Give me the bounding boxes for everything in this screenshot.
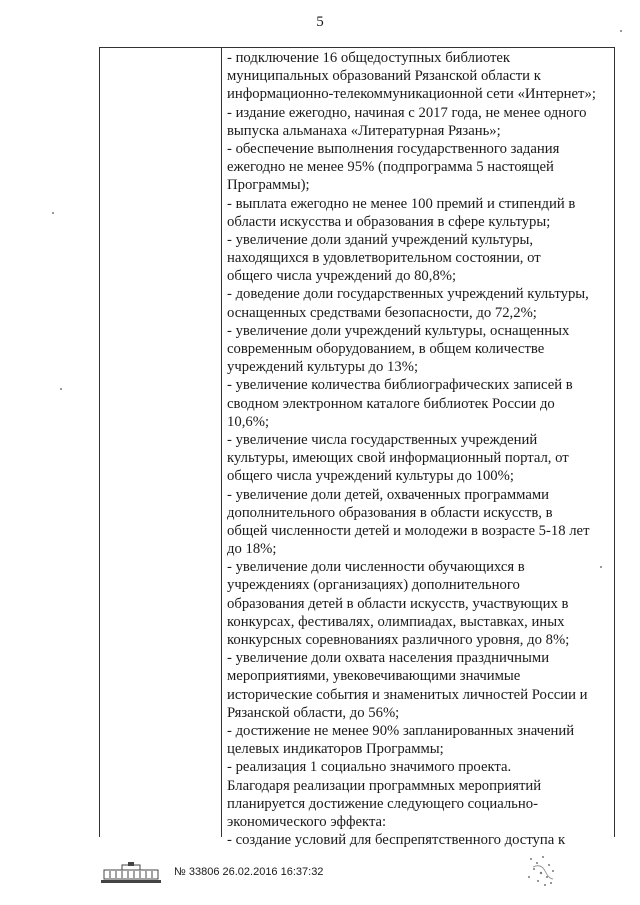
scan-speck bbox=[620, 30, 622, 32]
content-line: учреждений культуры до 13%; bbox=[227, 359, 419, 376]
content-line: информационно-телекоммуникационной сети «Интернет»; bbox=[227, 86, 596, 103]
content-line: - увеличение доли охвата населения праздничными bbox=[227, 650, 550, 667]
content-line: конкурсах, фестивалях, олимпиадах, выставках, иных bbox=[227, 613, 565, 630]
content-line: - увеличение доли учреждений культуры, оснащенных bbox=[227, 322, 570, 339]
content-line: исторические события и знаменитых личностей России и bbox=[227, 686, 588, 703]
content-line: оснащенных средствами безопасности, до 72,2%; bbox=[227, 304, 537, 321]
content-line: - увеличение числа государственных учреждений bbox=[227, 431, 538, 448]
content-line: 10,6%; bbox=[227, 413, 270, 430]
content-line: - обеспечение выполнения государственного задания bbox=[227, 140, 560, 157]
content-line: общего числа учреждений до 80,8%; bbox=[227, 268, 457, 285]
content-line: находящихся в удовлетворительном состоянии, от bbox=[227, 250, 541, 267]
scan-speck bbox=[600, 566, 602, 568]
content-line: культуры, имеющих свой информационный портал, от bbox=[227, 450, 569, 467]
scan-speck bbox=[52, 212, 54, 214]
content-line: ежегодно не менее 95% (подпрограмма 5 настоящей bbox=[227, 159, 554, 176]
content-cell bbox=[227, 49, 611, 849]
content-line: - увеличение доли зданий учреждений культуры, bbox=[227, 231, 534, 248]
signature-mark-icon bbox=[523, 853, 563, 891]
building-stamp-icon bbox=[100, 862, 162, 884]
content-line: - увеличение доли детей, охваченных программами bbox=[227, 486, 549, 503]
content-line: - создание условий для беспрепятственного доступа к bbox=[227, 832, 566, 849]
content-line: - реализация 1 социально значимого проекта. bbox=[227, 759, 512, 776]
content-line: образования детей в области искусств, участвующих в bbox=[227, 595, 569, 612]
content-line: муниципальных образований Рязанской области к bbox=[227, 68, 541, 85]
column-divider bbox=[221, 48, 222, 837]
content-line: Программы); bbox=[227, 177, 310, 194]
content-line: сводном электронном каталоге библиотек России до bbox=[227, 395, 555, 412]
content-line: общей численности детей и молодежи в возрасте 5-18 лет bbox=[227, 522, 590, 539]
content-line: современным оборудованием, в общем количестве bbox=[227, 341, 545, 357]
content-line: учреждениях (организациях) дополнительного bbox=[227, 577, 520, 594]
content-line: до 18%; bbox=[227, 541, 277, 558]
content-line: - увеличение количества библиографических записей в bbox=[227, 377, 573, 394]
content-line: - подключение 16 общедоступных библиотек bbox=[227, 50, 511, 66]
content-line: - увеличение доли численности обучающихся в bbox=[227, 559, 525, 576]
content-line: выпуска альманаха «Литературная Рязань»; bbox=[227, 122, 501, 139]
content-line: - издание ежегодно, начиная с 2017 года, не менее одного bbox=[227, 104, 587, 121]
content-line: - достижение не менее 90% запланированных значений bbox=[227, 722, 575, 739]
content-line: Благодаря реализации программных мероприятий bbox=[227, 777, 542, 794]
registration-number: № 33806 26.02.2016 16:37:32 bbox=[174, 866, 324, 878]
content-line: конкурсных соревнованиях различного уровня, до 8%; bbox=[227, 632, 570, 648]
page-number: 5 bbox=[316, 14, 324, 30]
content-line: дополнительного образования в области искусств, в bbox=[227, 504, 553, 521]
footer bbox=[100, 862, 400, 884]
content-line: Рязанской области, до 56%; bbox=[227, 704, 400, 721]
content-line: целевых индикаторов Программы; bbox=[227, 741, 444, 758]
content-line: общего числа учреждений культуры до 100%; bbox=[227, 468, 514, 485]
document-table bbox=[99, 47, 615, 849]
content-line: области искусства и образования в сфере культуры; bbox=[227, 213, 551, 230]
content-line: - доведение доли государственных учреждений культуры, bbox=[227, 286, 589, 303]
content-line: планируется достижение следующего социально- bbox=[227, 795, 538, 812]
content-line: экономического эффекта: bbox=[227, 813, 387, 830]
scan-speck bbox=[60, 388, 62, 390]
content-line: мероприятиями, увековечивающими значимые bbox=[227, 668, 521, 685]
content-line: - выплата ежегодно не менее 100 премий и стипендий в bbox=[227, 195, 576, 212]
